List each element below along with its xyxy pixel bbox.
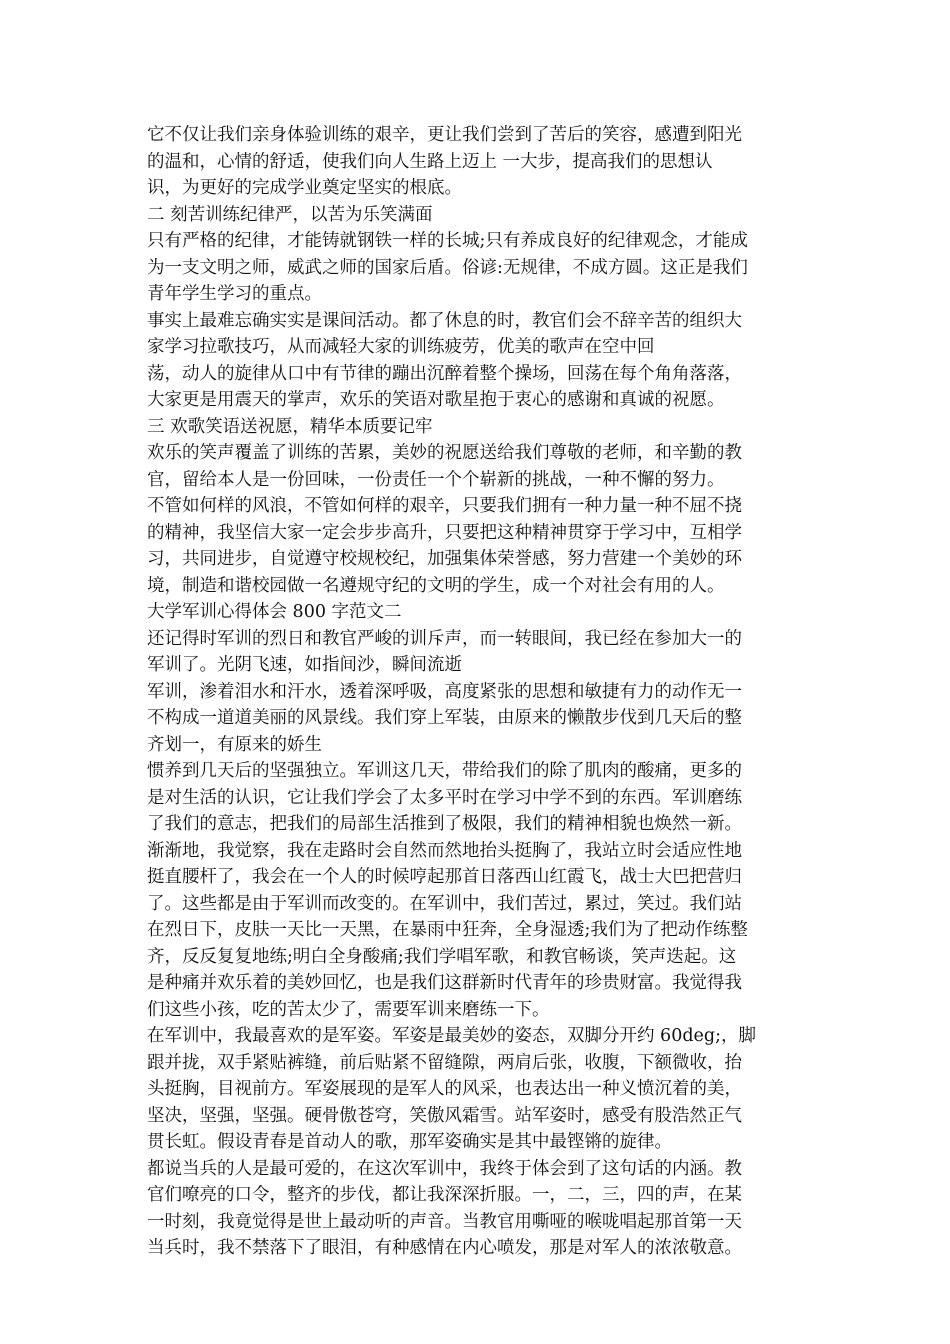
text-line: 了。这些都是由于军训而改变的。在军训中，我们苦过，累过，笑过。我们站 (147, 893, 742, 914)
text-line: 都说当兵的人是最可爱的，在这次军训中，我终于体会到了这句话的内涵。教 (147, 1158, 742, 1179)
text-line: 为一支文明之师，威武之师的国家后盾。俗谚:无规律，不成方圆。这正是我们 (147, 257, 748, 278)
text-line: 当兵时，我不禁落下了眼泪，有种感情在内心喷发，那是对军人的浓浓敬意。 (147, 1238, 742, 1258)
text-line: 在军训中，我最喜欢的是军姿。军姿是最美妙的姿态，双脚分开约 60deg;，脚 (147, 1026, 756, 1046)
text-line: 它不仅让我们亲身体验训练的艰辛，更让我们尝到了苦后的笑容，感遭到阳光 (147, 125, 742, 145)
text-line: 齐，反反复复地练;明白全身酸痛;我们学唱军歌，和教官畅谈，笑声迭起。这 (147, 946, 737, 967)
section-heading: 三 欢歌笑语送祝愿，精华本质要记牢 (147, 416, 433, 437)
text-line: 不构成一道道美丽的风景线。我们穿上军装，由原来的懒散步伐到几天后的整 (147, 708, 742, 728)
text-line: 青年学生学习的重点。 (147, 284, 322, 304)
text-line: 军训了。光阴飞速，如指间沙，瞬间流逝 (147, 655, 462, 675)
text-line: 习，共同进步，自觉遵守校规校纪，加强集体荣誉感，努力营建一个美妙的环 (147, 549, 742, 569)
text-line: 在烈日下，皮肤一天比一天黑，在暴雨中狂奔，全身湿透;我们为了把动作练整 (147, 920, 748, 940)
text-line: 跟并拢，双手紧贴裤缝，前后贴紧不留缝隙，两肩后张，收腹，下额微收，抬 (147, 1052, 742, 1073)
text-line: 挺直腰杆了，我会在一个人的时候哼起那首日落西山红霞飞，战士大巴把营归 (147, 867, 742, 887)
text-line: 识，为更好的完成学业奠定坚实的根底。 (147, 178, 462, 198)
text-line: 荡，动人的旋律从口中有节律的蹦出沉醉着整个操场，回荡在每个角角落落， (147, 363, 742, 384)
text-line: 不管如何样的风浪，不管如何样的艰辛，只要我们拥有一种力量一种不屈不挠 (147, 496, 742, 516)
text-line: 齐划一，有原来的娇生 (147, 734, 322, 755)
text-line: 惯养到几天后的坚强独立。军训这几天，带给我们的除了肌肉的酸痛，更多的 (147, 761, 742, 781)
text-line: 家学习拉歌技巧，从而减轻大家的训练疲劳，优美的歌声在空中回 (147, 337, 655, 357)
section-heading: 二 刻苦训练纪律严，以苦为乐笑满面 (147, 204, 433, 225)
text-line: 是种痛并欢乐着的美妙回忆，也是我们这群新时代青年的珍贵财富。我觉得我 (147, 973, 742, 993)
text-line: 的温和，心情的舒适，使我们向人生路上迈上 一大步，提高我们的思想认 (147, 151, 713, 172)
text-line: 军训，渗着泪水和汗水，透着深呼吸，高度紧张的思想和敏捷有力的动作无一 (147, 681, 742, 702)
document-body (147, 122, 807, 1262)
text-line: 一时刻，我竟觉得是世上最动听的声音。当教官用嘶哑的喉咙唱起那首第一天 (147, 1211, 742, 1232)
essay-title: 大学军训心得体会 800 字范文二 (147, 602, 402, 622)
text-line: 们这些小孩，吃的苦太少了，需要军训来磨练一下。 (147, 999, 550, 1020)
text-line: 欢乐的笑声覆盖了训练的苦累，美妙的祝愿送给我们尊敬的老师，和辛勤的教 (147, 443, 742, 463)
text-line: 大家更是用震天的掌声，欢乐的笑语对歌星抱于衷心的感谢和真诚的祝愿。 (147, 390, 725, 410)
text-line: 的精神，我坚信大家一定会步步高升，只要把这种精神贯穿于学习中，互相学 (147, 522, 742, 543)
text-line: 贯长虹。假设青春是首动人的歌，那军姿确实是其中最铿锵的旋律。 (147, 1132, 672, 1152)
text-line: 境，制造和谐校园做一名遵规守纪的文明的学生，成一个对社会有用的人。 (147, 575, 725, 596)
text-line: 官，留给本人是一份回味，一份责任一个个崭新的挑战，一种不懈的努力。 (147, 469, 725, 490)
text-line: 官们嘹亮的口令，整齐的步伐，都让我深深折服。一，二，三，四的声，在某 (147, 1185, 742, 1205)
text-line: 坚决，坚强，坚强。硬骨傲苍穹，笑傲风霜雪。站军姿时，感受有股浩然正气 (147, 1105, 742, 1126)
text-line: 只有严格的纪律，才能铸就钢铁一样的长城;只有养成良好的纪律观念，才能成 (147, 231, 748, 251)
text-line: 了我们的意志，把我们的局部生活推到了极限，我们的精神相貌也焕然一新。 (147, 814, 742, 834)
text-line: 事实上最难忘确实实是课间活动。都了休息的时，教官们会不辞辛苦的组织大 (147, 310, 742, 331)
text-line: 是对生活的认识，它让我们学会了太多平时在学习中学不到的东西。军训磨练 (147, 787, 742, 808)
text-line: 还记得时军训的烈日和教官严峻的训斥声，而一转眼间，我已经在参加大一的 (147, 628, 742, 649)
text-line: 头挺胸，目视前方。军姿展现的是军人的风采，也表达出一种义愤沉着的美， (147, 1079, 742, 1099)
text-line: 渐渐地，我觉察，我在走路时会自然而然地抬头挺胸了，我站立时会适应性地 (147, 840, 742, 861)
